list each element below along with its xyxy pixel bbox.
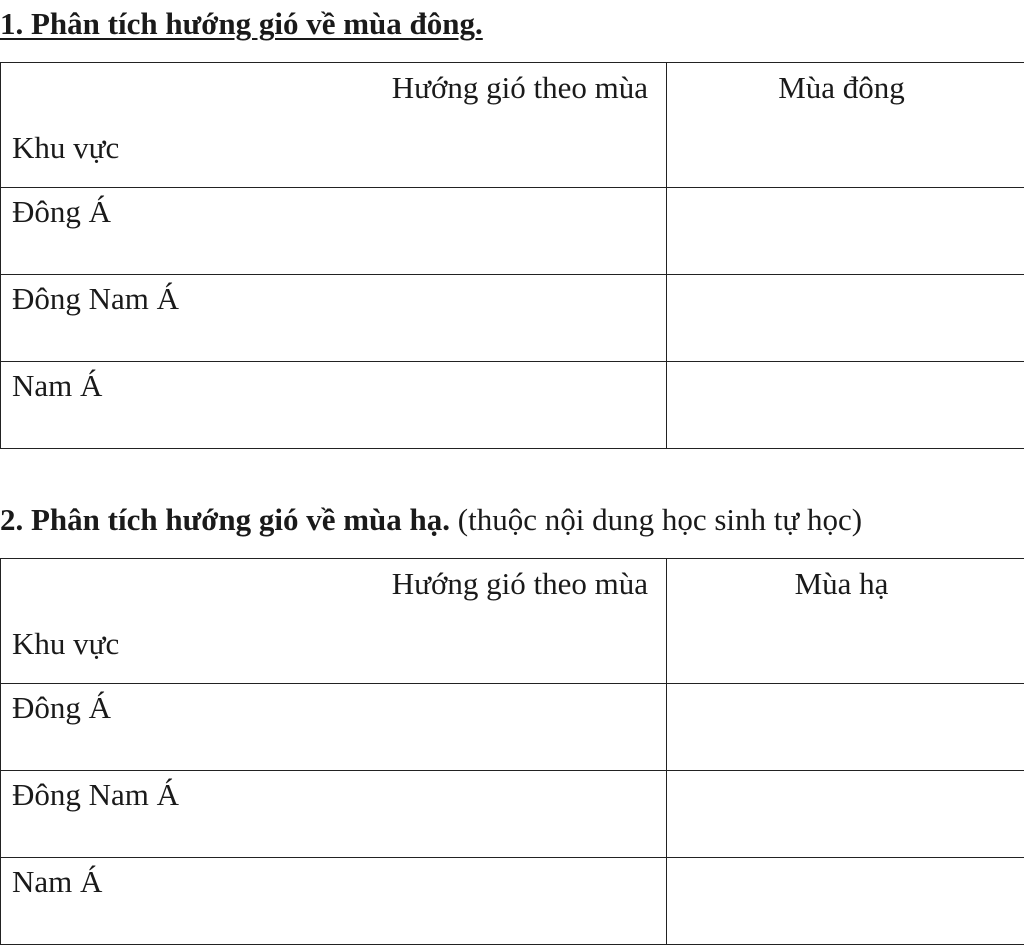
table-row: [1, 275, 1024, 362]
answer-cell[interactable]: [667, 362, 1024, 449]
season-label: Mùa đông: [667, 63, 1024, 106]
corner-header-cell: [1, 559, 667, 684]
row-header-label: Khu vực: [12, 626, 119, 662]
region-cell: [1, 858, 667, 945]
table-header-row: [1, 63, 1024, 188]
region-cell: [1, 684, 667, 771]
table-row: [1, 771, 1024, 858]
summer-wind-table: [0, 558, 1024, 945]
column-header-label: Hướng gió theo mùa: [392, 566, 648, 602]
region-label: Đông Á: [1, 684, 666, 726]
region-cell: [1, 275, 667, 362]
answer-cell[interactable]: [667, 188, 1024, 275]
section-2-title: 2. Phân tích hướng gió về mùa hạ.: [0, 502, 450, 537]
row-header-label: Khu vực: [12, 130, 119, 166]
answer-cell[interactable]: [667, 858, 1024, 945]
table-row: [1, 858, 1024, 945]
section-2-heading: [0, 502, 862, 538]
season-header-cell: [667, 559, 1024, 684]
table-row: [1, 684, 1024, 771]
table-row: [1, 188, 1024, 275]
winter-wind-table: [0, 62, 1024, 449]
section-2-note: (thuộc nội dung học sinh tự học): [458, 502, 862, 537]
answer-cell[interactable]: [667, 275, 1024, 362]
table-header-row: [1, 559, 1024, 684]
season-label: Mùa hạ: [667, 559, 1024, 602]
region-label: Đông Nam Á: [1, 771, 666, 813]
region-label: Đông Nam Á: [1, 275, 666, 317]
answer-cell[interactable]: [667, 684, 1024, 771]
answer-cell[interactable]: [667, 771, 1024, 858]
column-header-label: Hướng gió theo mùa: [392, 70, 648, 106]
corner-header-cell: [1, 63, 667, 188]
region-cell: [1, 188, 667, 275]
region-cell: [1, 771, 667, 858]
region-label: Đông Á: [1, 188, 666, 230]
region-cell: [1, 362, 667, 449]
section-1-heading: 1. Phân tích hướng gió về mùa đông.: [0, 6, 483, 42]
season-header-cell: [667, 63, 1024, 188]
region-label: Nam Á: [1, 362, 666, 404]
table-row: [1, 362, 1024, 449]
region-label: Nam Á: [1, 858, 666, 900]
